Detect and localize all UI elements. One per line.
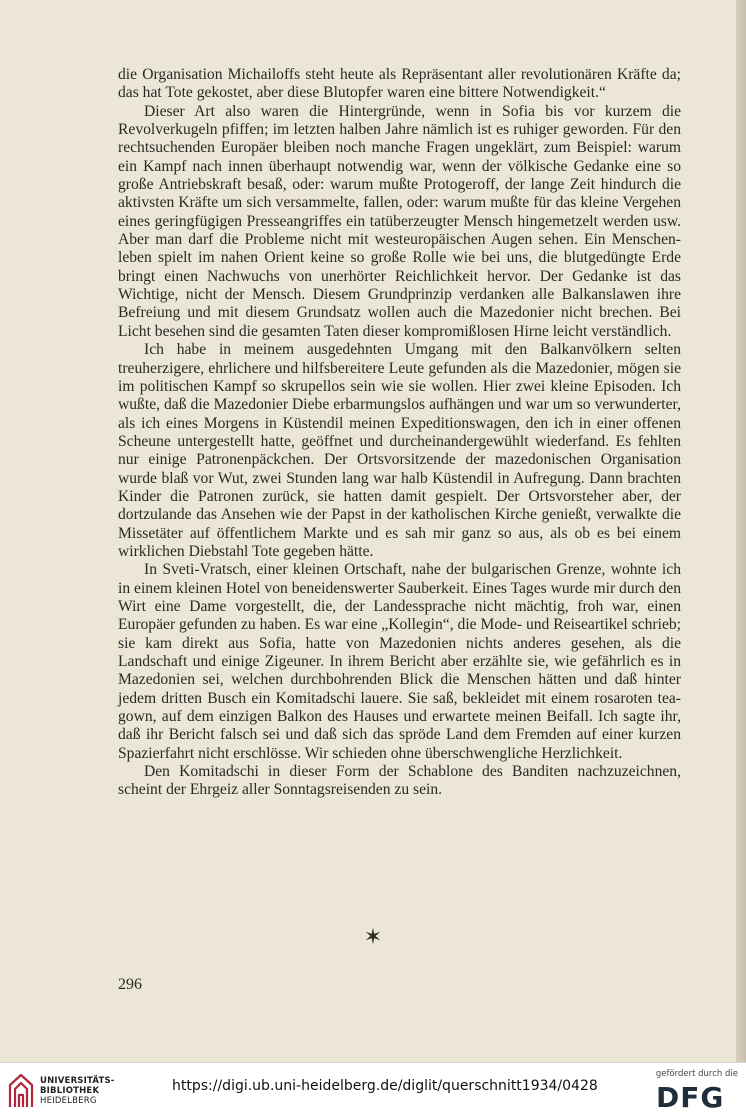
paragraph-4: In Sveti-Vratsch, einer kleinen Ortschaft, nahe der bulgarischen Grenze, wohnte ich in einem kleinen Hotel von beneidenswerter Sauberkeit. Eines Tages wurde mir durch den Wirt eine Dame vorgestellt, die, der Landessprache nicht mächtig, froh war, einen Europäer gefunden zu haben. Es war eine „Kollegin“, die Mode- und Reiseartikel schrieb; sie kam direkt aus Sofia, hatte von Mazedonien nichts anderes gesehen, als die Landschaft und einige Zigeuner. In ihrem Bericht aber erzählte sie, wie gefährlich es in Mazedonien sei, welchen durchbohrenden Blick die Menschen hätten und daß hinter jedem dritten Busch ein Komitadschi lauere. Sie saß, bekleidet mit einem rosaroten tea-gown, auf dem einzigen Balkon des Hauses und erwartete meinen Beifall. Ich sagte ihr, daß ihr Bericht falsch sei und daß sich das spröde Land dem Fremden auf einer kurzen Spazierfahrt nicht erschlösse. Wir schieden ohne überschwengliche Herzlichkeit. bbox=[118, 561, 681, 762]
paragraph-5: Den Komitadschi in dieser Form der Schablone des Banditen nachzuzeichnen, scheint der Ehrgeiz aller Sonntagsreisenden zu sein. bbox=[118, 763, 681, 799]
scan-edge bbox=[736, 0, 746, 1062]
viewer-footer bbox=[0, 1062, 746, 1119]
library-name-line2: BIBLIOTHEK bbox=[40, 1086, 100, 1096]
body-text bbox=[118, 66, 681, 800]
funder-block bbox=[656, 1069, 738, 1111]
dfg-logo-icon bbox=[656, 1081, 732, 1111]
library-name-line1: UNIVERSITÄTS- bbox=[40, 1076, 115, 1086]
page-number: 296 bbox=[118, 976, 142, 993]
paragraph-3: Ich habe in meinem ausgedehnten Umgang mit den Balkanvölkern selten treuherzigere, ehrlichere und hilfsbereitere Leute gefunden als die Mazedonier, mögen sie im politischen Kampf so skrupellos sein wie sie wollen. Hier zwei kleine Episoden. Ich wußte, daß die Mazedonier Diebe erbarmungslos aufhängen und war um so verwunderter, als ich eines Morgens in Küstendil meinen Expeditionswagen, den ich in einer offenen Scheune untergestellt hatte, geöffnet und durcheinandergewühlt wiederfand. Es fehlten nur einige Patronenpäckchen. Der Ortsvorsitzende der mazedonischen Organisation wurde blaß vor Wut, zwei Stunden lang war halb Küstendil in Aufregung. Dann brachten Kinder die Patronen zurück, sie hatten damit gespielt. Der Ortsvorsteher aber, der dortzulande das Ansehen wie der Papst in der katholischen Kirche genießt, verwalkte die Missetäter auf öffentlichem Markte und es sah mir ganz so aus, als ob es bei einem wirklichen Diebstahl Tote gegeben hätte. bbox=[118, 341, 681, 560]
funder-text: gefördert durch die bbox=[655, 1069, 738, 1079]
library-name bbox=[40, 1076, 115, 1106]
library-name-line3: HEIDELBERG bbox=[40, 1096, 97, 1106]
library-logo-icon bbox=[6, 1071, 36, 1111]
svg-text:DFG: DFG bbox=[655, 1081, 725, 1111]
paragraph-1: die Organisation Michailoffs steht heute als Repräsentant aller revolutionären Kräfte da; das hat Tote gekostet, aber diese Blutopfer waren eine bittere Notwendigkeit.“ bbox=[118, 66, 681, 102]
section-separator: ✶ bbox=[363, 925, 383, 950]
paragraph-2: Dieser Art also waren die Hintergründe, wenn in Sofia bis vor kurzem die Revolverkugeln pfiffen; im letzten halben Jahre nämlich ist es ruhiger geworden. Für den rechtsuchenden Europäer bleiben noch manche Fragen ungeklärt, zum Beispiel: warum ein Kampf nach innen überhaupt notwendig war, wenn der völkische Gedanke eine so große Antriebskraft besaß, oder: warum mußte Protogeroff, der lange Zeit hindurch die aktivsten Kräfte um sich versammelte, fallen, oder: warum mußte für das kleine Vergehen eines geringfügigen Presseangriffes ein tatüberzeugter Mensch hingemetzelt werden usw. Aber man darf die Probleme nicht mit westeuropäischen Augen sehen. Ein Menschenleben spielt im nahen Orient keine so große Rolle wie bei uns, die blutgedüngte Erde bringt einen Nachwuchs von unerhörter Reichlichkeit hervor. Der Gedanke ist das Wichtige, nicht der Mensch. Diesem Grundprinzip verdanken alle Balkanslawen ihre Befreiung und mit diesem Grundsatz wollen auch die Mazedonier nicht brechen. Bei Licht besehen sind die gesamten Taten dieser kompromißlosen Hirne leicht verständlich. bbox=[118, 102, 681, 340]
permalink-url[interactable]: https://digi.ub.uni-heidelberg.de/diglit/querschnitt1934/0428 bbox=[172, 1078, 598, 1094]
